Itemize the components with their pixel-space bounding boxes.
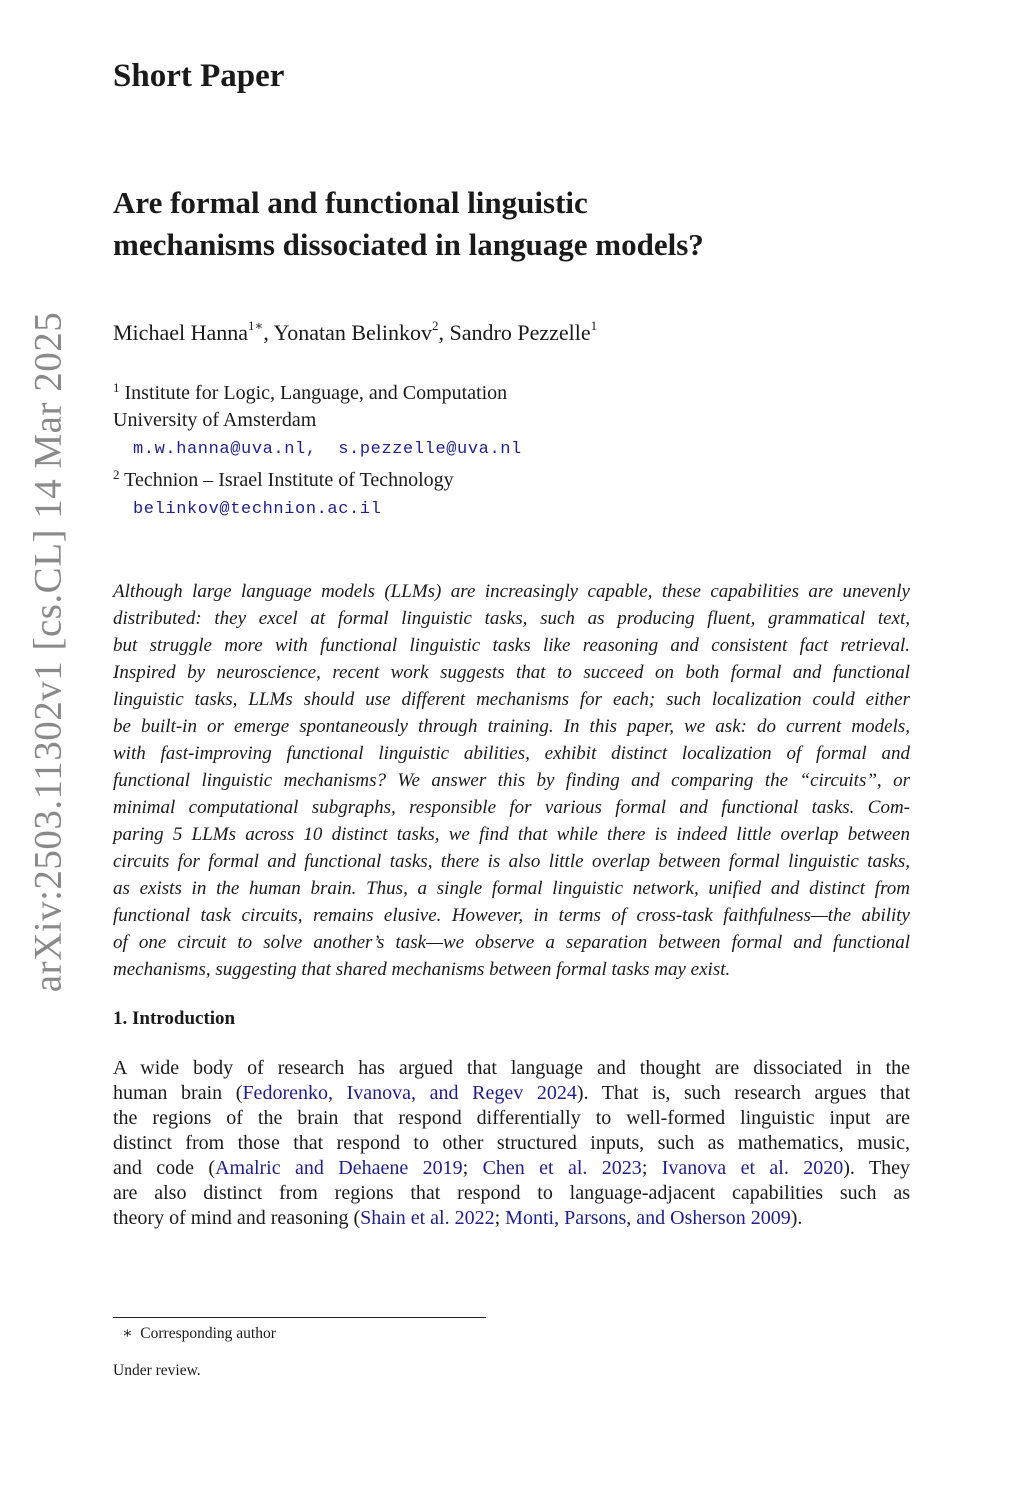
citation-link[interactable]: Monti, Parsons, and Osherson 2009	[505, 1207, 791, 1229]
text-span: human brain (	[113, 1082, 243, 1104]
affiliation-2-emails	[133, 500, 381, 519]
abstract-line: circuits for formal and functional tasks, there is also little overlap between formal linguistic tasks,	[113, 851, 910, 872]
text-span: and code (	[113, 1157, 216, 1179]
abstract-line: linguistic tasks, LLMs should use different mechanisms for each; such localization could either	[113, 689, 910, 710]
affiliation-1-emails: m.w.hanna@uva.nl, s.pezzelle@uva.nl	[133, 440, 522, 459]
abstract-line: paring 5 LLMs across 10 distinct tasks, we find that while there is indeed little overlap between	[113, 824, 910, 845]
paragraph-line	[113, 1156, 910, 1181]
paragraph-line	[113, 1181, 910, 1206]
text-span: ). That is, such research argues that	[576, 1082, 910, 1104]
text-span: ). They	[843, 1157, 910, 1179]
text-span: A wide body of research has argued that language and thought are dissociated in the	[113, 1057, 910, 1079]
citation-link[interactable]: Amalric and Dehaene 2019	[215, 1157, 463, 1179]
abstract-line: of one circuit to solve another’s task—we observe a separation between formal and functional	[113, 932, 910, 953]
footnote	[122, 1324, 276, 1343]
text-span: the regions of the brain that respond differentially to well-formed linguistic input are	[113, 1107, 910, 1129]
abstract-line: with fast-improving functional linguistic abilities, exhibit distinct localization of formal and	[113, 743, 910, 764]
author-affiliation-mark: 2	[432, 318, 439, 333]
abstract-line: distributed: they excel at formal linguistic tasks, such as producing fluent, grammatical text,	[113, 608, 910, 629]
abstract-line: Although large language models (LLMs) are increasingly capable, these capabilities are unevenly	[113, 581, 910, 602]
citation-link[interactable]: Shain et al. 2022	[360, 1207, 495, 1229]
text-span: distinct from those that respond to other structured inputs, such as mathematics, music,	[113, 1132, 910, 1154]
abstract	[113, 580, 910, 985]
abstract-line: functional linguistic mechanisms? We answer this by finding and comparing the “circuits”, or	[113, 770, 910, 791]
footnote-text: Corresponding author	[140, 1325, 276, 1342]
affiliation-institute: Institute for Logic, Language, and Computation	[124, 382, 508, 404]
paragraph-line	[113, 1081, 910, 1106]
email-link[interactable]: m.w.hanna@uva.nl	[133, 440, 306, 459]
author-name: Yonatan Belinkov	[273, 320, 433, 345]
introduction-paragraph	[113, 1056, 910, 1231]
affiliation-number: 1	[113, 380, 120, 395]
paragraph-line	[113, 1131, 910, 1156]
abstract-line: as exists in the human brain. Thus, a single formal linguistic network, unified and distinct from	[113, 878, 910, 899]
text-span: are also distinct from regions that respond to language-adjacent capabilities such as	[113, 1182, 910, 1204]
email-link[interactable]: s.pezzelle@uva.nl	[338, 440, 522, 459]
title-line: mechanisms dissociated in language models?	[113, 227, 704, 262]
author-name: Sandro Pezzelle	[449, 320, 591, 345]
affiliation-2	[113, 469, 454, 492]
paragraph-line	[113, 1206, 910, 1231]
footnote-divider	[113, 1317, 486, 1318]
footnote-mark: ∗	[122, 1325, 133, 1342]
citation-link[interactable]: Chen et al. 2023	[482, 1157, 642, 1179]
section-heading: 1. Introduction	[113, 1008, 236, 1029]
citation-link[interactable]: Ivanova et al. 2020	[661, 1157, 844, 1179]
text-span: ;	[494, 1207, 506, 1229]
text-span: ;	[641, 1157, 662, 1179]
paper-title	[113, 182, 704, 266]
paper-type: Short Paper	[113, 58, 285, 94]
review-status: Under review.	[113, 1362, 201, 1379]
affiliation-number: 2	[113, 467, 120, 482]
title-line: Are formal and functional linguistic	[113, 185, 588, 220]
citation-link[interactable]: Fedorenko, Ivanova, and Regev 2024	[242, 1082, 577, 1104]
abstract-line: minimal computational subgraphs, responsible for various formal and functional tasks. Com-	[113, 797, 910, 818]
paragraph-line	[113, 1056, 910, 1081]
affiliation-university: University of Amsterdam	[113, 409, 317, 431]
abstract-line: functional task circuits, remains elusive. However, in terms of cross-task faithfulness—the ability	[113, 905, 910, 926]
abstract-line: be built-in or emerge spontaneously through training. In this paper, we ask: do current models,	[113, 716, 910, 737]
author-affiliation-mark: 1	[590, 318, 598, 333]
affiliation-institute: Technion – Israel Institute of Technology	[124, 469, 454, 491]
text-span: theory of mind and reasoning (	[113, 1207, 361, 1229]
arxiv-identifier: arXiv:2503.11302v1 [cs.CL] 14 Mar 2025	[26, 311, 70, 993]
abstract-line: but struggle more with functional linguistic tasks like reasoning and consistent fact retrieval.	[113, 635, 910, 656]
text-span: ;	[462, 1157, 483, 1179]
author-affiliation-mark: 1∗	[248, 318, 264, 333]
text-span: ).	[790, 1207, 803, 1229]
affiliation-1	[113, 382, 507, 405]
email-link[interactable]: belinkov@technion.ac.il	[133, 500, 382, 519]
paragraph-line	[113, 1106, 910, 1131]
abstract-line: mechanisms, suggesting that shared mechanisms between formal tasks may exist.	[113, 959, 731, 980]
abstract-line: Inspired by neuroscience, recent work suggests that to succeed on both formal and functional	[113, 662, 910, 683]
author-name: Michael Hanna	[113, 320, 248, 345]
author-list: Michael Hanna$^{1∗}$, Yonatan Belinkov$^2$, Sandro Pezzelle$^1$	[113, 318, 598, 345]
